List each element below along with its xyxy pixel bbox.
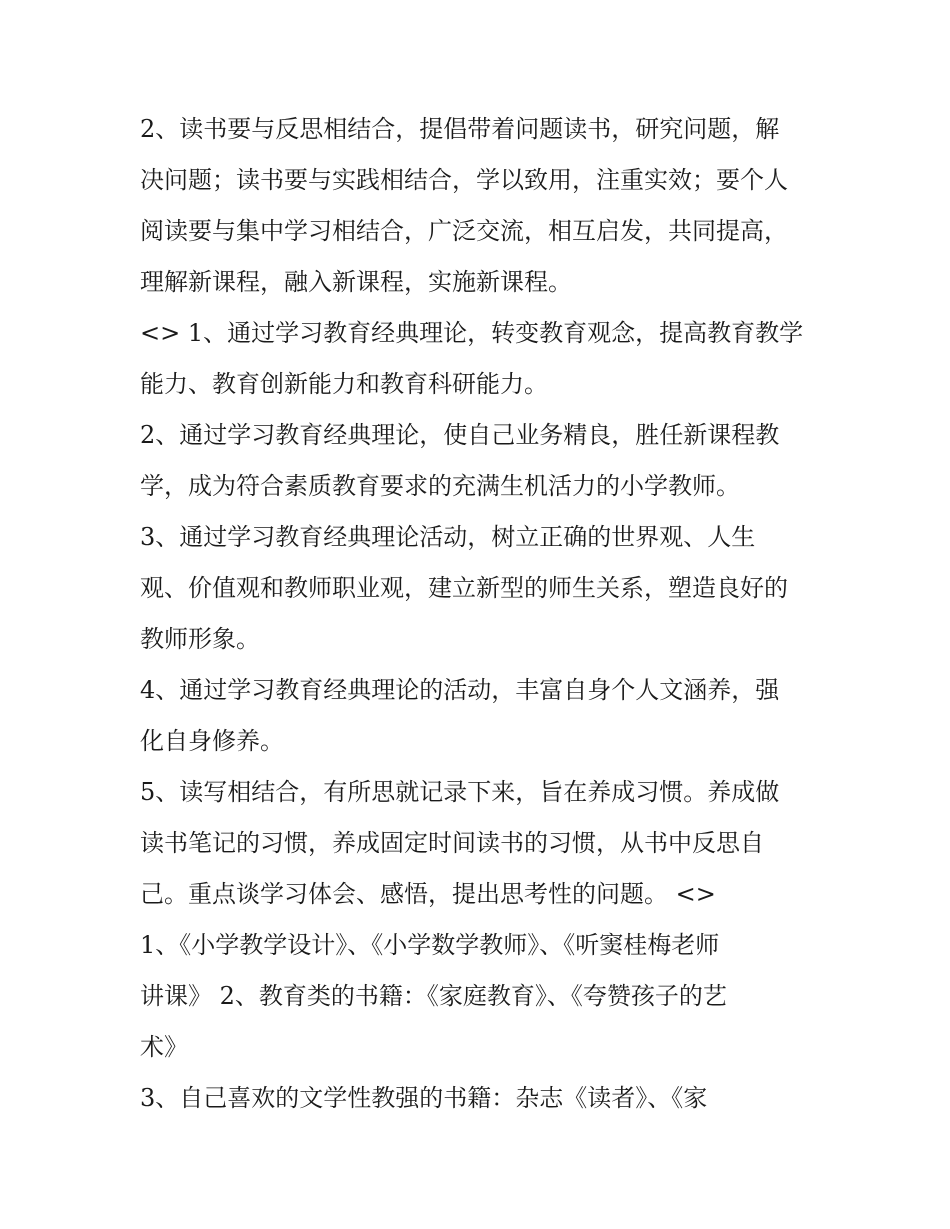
paragraph-goal-3 (140, 512, 812, 665)
paragraph-goal-1 (140, 308, 812, 410)
text-line: 阅读要与集中学习相结合，广泛交流，相互启发，共同提高， (140, 217, 788, 245)
text-line: 化自身修养。 (140, 727, 284, 755)
paragraph-literary-books (140, 1073, 812, 1124)
text-line: 3、通过学习教育经典理论活动，树立正确的世界观、人生 (140, 523, 756, 551)
text-line: 3、自己喜欢的文学性教强的书籍：杂志《读者》、《家 (140, 1084, 708, 1112)
text-line: 2、读书要与反思相结合，提倡带着问题读书，研究问题，解 (140, 115, 780, 143)
text-line: 决问题；读书要与实践相结合，学以致用，注重实效；要个人 (140, 166, 788, 194)
text-line: 教师形象。 (140, 625, 260, 653)
paragraph-goal-4 (140, 665, 812, 767)
text-line: 能力、教育创新能力和教育科研能力。 (140, 370, 548, 398)
text-line: 理解新课程，融入新课程，实施新课程。 (140, 268, 572, 296)
text-line: 4、通过学习教育经典理论的活动，丰富自身个人文涵养，强 (140, 676, 780, 704)
text-line: 1、《小学教学设计》、《小学数学教师》、《听窦桂梅老师 (140, 931, 720, 959)
text-line: 观、价值观和教师职业观，建立新型的师生关系，塑造良好的 (140, 574, 788, 602)
text-line: 5、读写相结合，有所思就记录下来，旨在养成习惯。养成做 (140, 778, 780, 806)
document-body (140, 104, 812, 1124)
paragraph-goal-2 (140, 410, 812, 512)
text-line: <> 1、通过学习教育经典理论，转变教育观念，提高教育教学 (140, 319, 804, 347)
text-line: 术》 (140, 1033, 188, 1061)
paragraph-book-list (140, 920, 812, 1073)
text-line: 讲课》 2、教育类的书籍：《家庭教育》、《夸赞孩子的艺 (140, 982, 727, 1010)
text-line: 读书笔记的习惯，养成固定时间读书的习惯，从书中反思自 (140, 829, 764, 857)
paragraph-reading-reflection (140, 104, 812, 308)
paragraph-goal-5 (140, 767, 812, 920)
text-line: 2、通过学习教育经典理论，使自己业务精良，胜任新课程教 (140, 421, 780, 449)
text-line: 学，成为符合素质教育要求的充满生机活力的小学教师。 (140, 472, 740, 500)
text-line: 己。重点谈学习体会、感悟，提出思考性的问题。 <> (140, 880, 716, 908)
